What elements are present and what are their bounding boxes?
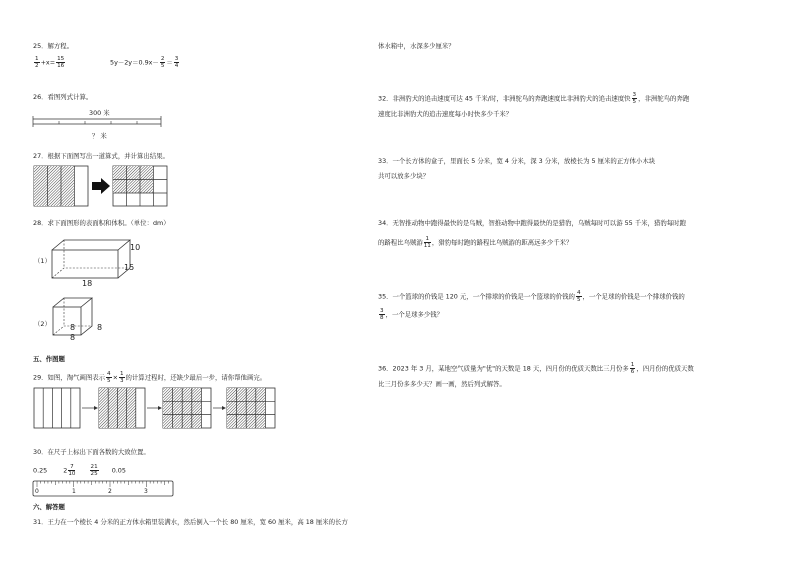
q28-box2-label: （2） — [34, 320, 51, 328]
ruler-label-1: 1 — [72, 488, 76, 495]
q36-line-2: 比三月份多多少天？画一画，然后列式解答。 — [378, 380, 506, 388]
q26-top-label: 300 米 — [89, 109, 110, 117]
q33-line-2: 共可以放多少块？ — [378, 172, 430, 180]
q28-box2-dim-b: 8 — [97, 323, 103, 332]
q25-title: 25．解方程。 — [33, 42, 74, 50]
q30-numbers: 0.25 2 $\frac{7}{10}$ $\frac{21}{25}$ 0.05 — [33, 464, 126, 477]
q30-ruler — [33, 481, 175, 497]
ruler-label-2: 2 — [108, 488, 112, 495]
q32-line-1: 32．非洲豹犬的追击速度可达 45 千米/时，非洲鸵鸟的奔跑速度比非洲豹犬的追击速度快 $\frac{3}{5}$ ，非洲鸵鸟的奔跑 — [378, 92, 690, 105]
q27-diagram — [34, 166, 174, 208]
q29-title: 29．如图，淘气画图表示 $\frac{4}{5}$ × $\frac{1}{3}$ 的计算过程时，还缺少最后一步，请你帮他画完。 — [33, 371, 267, 384]
q28-cuboid-1 — [52, 238, 142, 283]
q28-box1-dim-height: 10 — [130, 243, 141, 252]
q32-line-2: 速度比非洲豹犬的追击速度每小时快多少千米？ — [378, 110, 513, 118]
q31-continued: 体水箱中，水深多少厘米？ — [378, 42, 455, 50]
q34-line-1: 34．无智推动物中跑得最快的是鸟贼，智推动物中跑得最快的是猎豹，乌贼每时可以游 55 千米，猎豹每时跑 — [378, 219, 686, 227]
q26-line-diagram — [33, 116, 163, 130]
q29-diagram — [34, 388, 294, 432]
q27-title: 27．根据下面图写出一道算式，并计算出结果。 — [33, 152, 169, 160]
q28-box2-dim-a: 8 — [70, 323, 76, 332]
section-5-heading: 五、作图题 — [33, 355, 65, 363]
q35-line-1: 35．一个篮球的价钱是 120 元，一个排球的价钱是一个篮球的价钱的 $\frac{4}{5}$ ，一个足球的价钱是一个排球价钱的 — [378, 290, 685, 303]
q28-title: 28．求下面图形的表面积和体积。（单位：dm） — [33, 219, 170, 227]
section-6-heading: 六、解答题 — [33, 503, 65, 511]
q28-box1-dim-length: 18 — [82, 279, 93, 288]
q36-line-1: 36．2023 年 3 月，某地空气质量为"优"的天数是 18 天，四月份的优质天数比三月份多 $\frac{1}{6}$ ，四月份的优质天数 — [378, 362, 694, 375]
q33-line-1: 33．一个长方体的盒子，里面长 5 分米，宽 4 分米，深 3 分米，放棱长为 5 厘米的正方体小木块 — [378, 157, 656, 165]
q26-title: 26．看图列式计算。 — [33, 93, 93, 101]
q31-text: 31．王力在一个棱长 4 分米的正方体水箱里装满水，然后倒入一个长 80 厘米，宽 60 厘米，高 18 厘米的长方 — [33, 518, 348, 526]
ruler-label-0: 0 — [35, 488, 39, 495]
ruler-label-3: 3 — [144, 488, 148, 495]
q35-line-2: $\frac{3}{8}$ ，一个足球多少钱？ — [380, 308, 444, 321]
q34-line-2: 的路程比乌贼游 $\frac{1}{11}$ ，猎豹每时跑的路程比乌贼游的距离远多少千米？ — [378, 236, 573, 249]
q28-box1-label: （1） — [34, 257, 51, 265]
q30-title: 30．在尺子上标出下面各数的大致位置。 — [33, 448, 150, 456]
q26-bottom-label: ？ 米 — [92, 132, 107, 140]
q28-box1-dim-depth: 15 — [124, 263, 135, 272]
q25-equation-2: 5y－2y＝0.9x－ $\frac{2}{5}$ ＝ $\frac{3}{4}$ — [110, 56, 179, 69]
q28-box2-dim-c: 8 — [70, 333, 76, 342]
q25-equation-1: $\frac{1}{2}$ +x= $\frac{15}{16}$ — [35, 56, 65, 69]
q28-cube-2 — [53, 297, 103, 342]
